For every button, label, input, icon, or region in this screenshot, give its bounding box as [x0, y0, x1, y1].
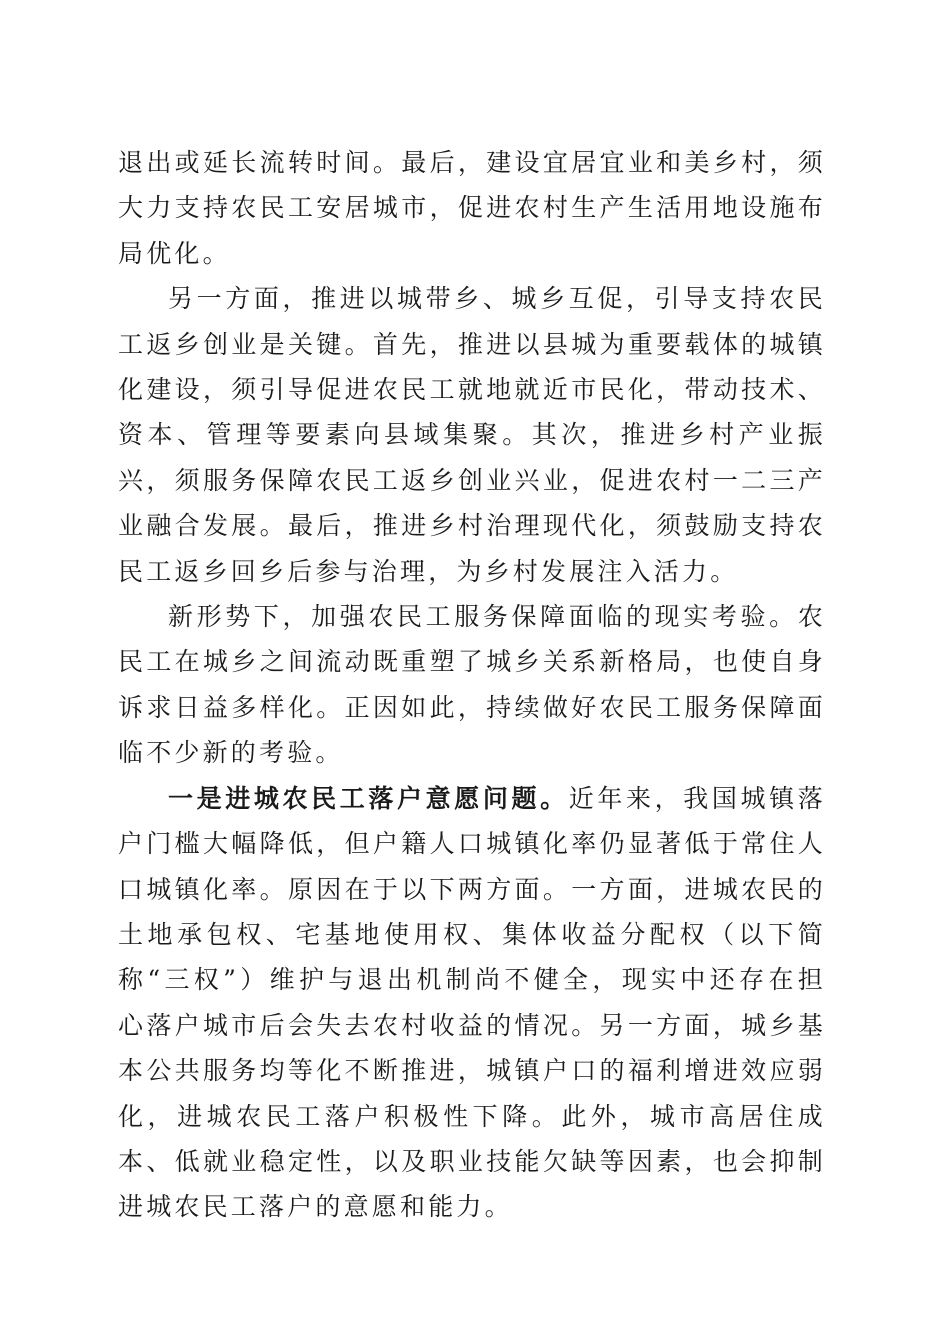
document-body	[118, 140, 826, 1230]
paragraph-4	[118, 776, 826, 1230]
paragraph-4-text: 近年来，我国城镇落户门槛大幅降低，但户籍人口城镇化率仍显著低于常住人口城镇化率。原因在于以下两方面。一方面，进城农民的土地承包权、宅基地使用权、集体收益分配权（以下简称“三权”）维护与退出机制尚不健全，现实中还存在担心落户城市后会失去农村收益的情况。另一方面，城乡基本公共服务均等化不断推进，城镇户口的福利增进效应弱化，进城农民工落户积极性下降。此外，城市高居住成本、低就业稳定性，以及职业技能欠缺等因素，也会抑制进城农民工落户的意愿和能力。	[118, 783, 826, 1222]
paragraph-3-text: 新形势下，加强农民工服务保障面临的现实考验。农民工在城乡之间流动既重塑了城乡关系新格局，也使自身诉求日益多样化。正因如此，持续做好农民工服务保障面临不少新的考验。	[118, 602, 826, 768]
paragraph-2	[118, 276, 826, 594]
paragraph-1-text: 退出或延长流转时间。最后，建设宜居宜业和美乡村，须大力支持农民工安居城市，促进农村生产生活用地设施布局优化。	[118, 148, 826, 268]
paragraph-2-text: 另一方面，推进以城带乡、城乡互促，引导支持农民工返乡创业是关键。首先，推进以县城为重要载体的城镇化建设，须引导促进农民工就地就近市民化，带动技术、资本、管理等要素向县域集聚。其次，推进乡村产业振兴，须服务保障农民工返乡创业兴业，促进农村一二三产业融合发展。最后，推进乡村治理现代化，须鼓励支持农民工返乡回乡后参与治理，为乡村发展注入活力。	[118, 284, 826, 586]
paragraph-1	[118, 140, 826, 276]
paragraph-4-lead: 一是进城农民工落户意愿问题。	[168, 783, 569, 813]
paragraph-3	[118, 594, 826, 776]
